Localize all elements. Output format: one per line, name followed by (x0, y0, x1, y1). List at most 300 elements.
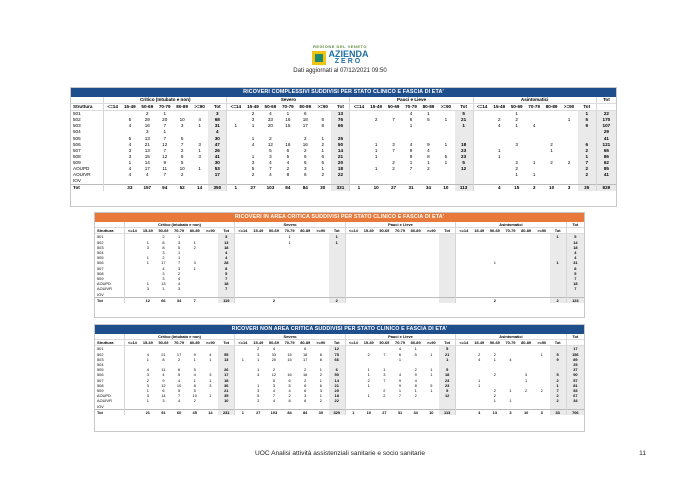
table-cell: 2 (193, 398, 196, 404)
column-header: <=14 (124, 340, 140, 346)
table-cell: 1 (235, 357, 251, 362)
table-cell: 12 (271, 372, 277, 378)
group-header: Asintomatici (456, 334, 566, 340)
total-cell: 706 (566, 409, 584, 415)
column-header-row (95, 228, 584, 234)
table-cell: 1 (444, 141, 448, 147)
table-cell: 18 (566, 281, 584, 286)
row-label: 506 (97, 260, 104, 266)
table-cell: 25 (331, 136, 350, 142)
table-cell: 9 (414, 372, 417, 378)
table-cell: 8 (319, 356, 322, 362)
table-cell: 10 (176, 382, 182, 388)
table-cell: 17 (302, 123, 308, 129)
table-cell: 2 (286, 166, 290, 172)
table-cell: 23 (455, 148, 474, 154)
table-cell: 3 (162, 270, 165, 276)
column-header: 15-49 (471, 228, 487, 234)
table-cell: 10 (218, 398, 235, 403)
table-cell: 2 (319, 372, 322, 378)
table-cell: 1 (374, 166, 378, 172)
column-header: <=14 (227, 104, 244, 111)
table-cell: 1 (493, 356, 496, 362)
table-cell: 5 (128, 135, 132, 141)
table-cell: 2 (321, 141, 325, 147)
table-cell: 5 (128, 117, 132, 123)
table-cell: 22 (596, 111, 616, 118)
table-cell: 41 (208, 154, 227, 160)
table-cell: 9 (398, 382, 402, 388)
table-cell: 9 (409, 153, 413, 159)
table-cell: 1 (319, 367, 322, 373)
logo (282, 44, 398, 74)
total-cell: 15 (508, 185, 525, 192)
table-cell: 3 (146, 372, 149, 378)
table-cell (262, 178, 279, 185)
table-cell (491, 178, 508, 185)
column-header: 70-79 (279, 104, 296, 111)
row-label: 504 (97, 250, 104, 256)
table-cell: 1 (257, 367, 260, 373)
table-cell: 8 (162, 356, 165, 362)
table-cell: 5 (218, 271, 235, 276)
table-cell: 1 (430, 351, 433, 357)
total-cell: 3 (525, 185, 542, 192)
total-cell: 27 (244, 185, 261, 192)
table-cell: 2 (180, 172, 184, 178)
group-header: Severo (235, 222, 345, 228)
table-cell: 3 (209, 382, 212, 388)
table-cell (420, 178, 437, 185)
table-cell: 2 (550, 141, 553, 147)
table-cell: 6 (304, 111, 307, 117)
column-header (596, 104, 616, 111)
table-cell: 18 (302, 117, 308, 123)
table-cell: 1 (209, 393, 212, 399)
column-header: >=90 (560, 104, 577, 111)
table-cell: 1 (409, 123, 413, 129)
table-cell: 13 (331, 111, 350, 118)
table-section-overall (70, 87, 617, 207)
table-cell: 4 (272, 388, 275, 394)
table-cell: 1 (193, 265, 196, 271)
table-cell: 1 (374, 147, 378, 153)
total-cell: 33 (121, 185, 138, 192)
column-header: 70-79 (503, 228, 519, 234)
table-cell: 8 (162, 239, 165, 245)
table-cell: 5 (193, 388, 196, 394)
total-cell (534, 297, 550, 303)
total-cell: 7 (187, 297, 203, 303)
table-cell: 1 (288, 234, 291, 240)
table-cell: 9 (427, 141, 430, 147)
table-cell (121, 178, 138, 185)
table-cell: 81 (566, 383, 584, 388)
table-cell: 1 (430, 367, 433, 373)
table-cell: 12 (267, 141, 273, 147)
table-cell (455, 178, 474, 185)
table-cell: 3 (515, 141, 518, 147)
table-cell: 2 (251, 172, 255, 178)
table-cell (543, 178, 560, 185)
table-cell: 12 (329, 346, 346, 352)
table-cell: 67 (566, 393, 584, 398)
table-cell: 9 (162, 377, 165, 383)
table-cell: 1 (439, 357, 456, 362)
table-cell: 6 (177, 367, 181, 373)
table-cell: 5 (257, 393, 260, 399)
table-cell: 18 (455, 142, 474, 148)
total-row (95, 409, 584, 415)
column-header: 70-79 (525, 104, 542, 111)
table-cell: 8 (180, 153, 184, 159)
total-label: Tot (95, 409, 124, 415)
row-label: 509 (97, 388, 104, 394)
table-cell: 21 (455, 117, 474, 123)
table-cell: 1 (321, 166, 325, 172)
table-row (71, 178, 616, 185)
table-cell: 1 (193, 377, 196, 383)
table-cell: 1 (515, 111, 518, 117)
row-label: AOUIVR (97, 398, 112, 404)
table-cell: 1 (493, 398, 496, 404)
table-cell: 2 (478, 351, 481, 357)
table-cell: 9 (163, 159, 166, 165)
table-cell: 4 (146, 351, 149, 357)
table-cell: 1 (286, 111, 290, 117)
table-cell: 3 (146, 129, 149, 135)
table-cell: 75 (329, 352, 346, 357)
table-cell: 2 (367, 377, 370, 383)
total-cell (297, 297, 313, 303)
table-cell: 15 (285, 123, 291, 129)
column-header: 15-49 (361, 340, 377, 346)
group-header-row (71, 97, 616, 104)
table-cell: 2 (515, 166, 518, 172)
table-cell: 1 (319, 393, 322, 399)
table-cell: 62 (596, 160, 616, 166)
table-cell: 4 (414, 377, 417, 383)
table-cell: 14 (331, 148, 350, 154)
table-section-non-critical-area (94, 324, 585, 432)
table-cell: 4 (208, 129, 227, 135)
table-cell: 1 (146, 398, 149, 404)
column-header: 15-49 (121, 104, 138, 111)
table-cell: 21 (144, 141, 150, 147)
group-header: Tot (566, 222, 584, 228)
column-header: 70-79 (392, 228, 408, 234)
table-row (71, 111, 616, 118)
azienda-zero-logo-icon (312, 51, 326, 65)
table-cell: 2 (540, 388, 543, 394)
row-label: 509 (73, 159, 81, 165)
column-header: <=14 (350, 104, 367, 111)
row-label: 502 (73, 117, 81, 123)
table-cell (508, 178, 525, 185)
table-cell: 7 (269, 166, 272, 172)
table-cell: 1 (578, 111, 597, 118)
table-cell: 3 (162, 398, 165, 404)
table-cell: 6 (319, 382, 322, 388)
table-cell: 4 (177, 377, 181, 383)
total-cell (473, 185, 490, 192)
column-header: 50-69 (385, 104, 402, 111)
column-header: 80-89 (297, 104, 314, 111)
table-cell: 4 (272, 398, 275, 404)
column-header: <=14 (345, 340, 361, 346)
table-cell: 2 (257, 398, 260, 404)
column-header: 15-49 (367, 104, 384, 111)
table-cell: 1 (515, 123, 518, 129)
column-header: 15-49 (250, 228, 266, 234)
table-cell: 4 (128, 166, 132, 172)
table-cell: 41 (596, 172, 616, 178)
table-cell: 1 (321, 135, 325, 141)
table-cell (297, 178, 314, 185)
row-label: 502 (97, 239, 104, 245)
table-cell (331, 178, 350, 185)
table-cell: 2 (180, 147, 184, 153)
table-cell: 1 (515, 172, 518, 178)
table-cell: 7 (550, 388, 567, 393)
total-label: Tot (95, 297, 124, 303)
table-cell: 121 (596, 142, 616, 148)
table-cell: 29 (596, 129, 616, 135)
table-cell: 4 (478, 356, 481, 362)
table-cell: 4 (497, 123, 501, 129)
table-cell: 8 (321, 123, 325, 129)
table-cell (156, 178, 173, 185)
column-header: Struttura (95, 340, 124, 346)
table-cell: 1 (329, 240, 346, 245)
column-header: >=90 (534, 228, 550, 234)
total-cell: 1 (345, 409, 361, 415)
table-cell: 2 (304, 377, 307, 383)
column-header: 80-89 (518, 228, 534, 234)
table-cell: 5 (272, 377, 275, 383)
table-cell: 1 (198, 166, 201, 172)
column-header: <=14 (235, 228, 251, 234)
total-cell (250, 297, 266, 303)
group-header-blank (71, 97, 104, 104)
data-table (71, 97, 616, 191)
table-cell: 1 (163, 111, 166, 117)
table-cell: 2 (414, 393, 417, 399)
table-cell: 2 (177, 356, 181, 362)
total-cell: 34 (408, 409, 424, 415)
page-number: 11 (639, 450, 646, 457)
table-cell (525, 111, 542, 118)
total-cell: 14 (203, 409, 219, 415)
column-header: 50-69 (487, 228, 503, 234)
column-header: Tot (439, 340, 456, 346)
table-cell: 4 (218, 255, 235, 260)
table-cell: 8 (218, 266, 235, 271)
column-header: 80-89 (408, 228, 424, 234)
table-cell: 4 (193, 372, 196, 378)
row-label: AOUPD (73, 166, 90, 172)
table-cell: 3 (177, 286, 181, 292)
table-cell: 5 (193, 367, 196, 373)
table-cell: 17 (161, 260, 166, 266)
total-cell: 34 (171, 297, 187, 303)
total-cell: 2 (550, 297, 567, 303)
table-cell: 1 (578, 154, 597, 160)
table-cell: 8 (427, 153, 430, 159)
table-cell (437, 178, 454, 185)
table-cell: 3 (525, 372, 528, 378)
table-title: RICOVERI IN AREA CRITICA SUDDIVISI PER STATO CLINICO E FASCIA DI ETA' (95, 213, 584, 222)
table-cell: 1 (550, 260, 567, 265)
column-header: <=14 (456, 228, 472, 234)
table-cell: 30 (208, 160, 227, 166)
column-header: 70-79 (171, 340, 187, 346)
table-cell: 2 (578, 166, 597, 172)
table-cell: 7 (383, 377, 386, 383)
table-cell (525, 178, 542, 185)
total-cell: 113 (439, 409, 456, 415)
table-cell: 5 (439, 346, 456, 352)
table-cell: 6 (288, 377, 291, 383)
table-title: RICOVERI NON AREA CRITICA SUDDIVISI PER STATO CLINICO E FASCIA DI ETA' (95, 325, 584, 334)
table-cell: 4 (177, 281, 181, 287)
table-cell: 2 (374, 117, 378, 123)
table-cell: 41 (596, 136, 616, 142)
table-cell: 4 (409, 111, 413, 117)
total-cell (235, 297, 251, 303)
table-cell: 4 (566, 255, 584, 260)
table-cell: 7 (163, 172, 166, 178)
table-cell: 1 (177, 234, 181, 240)
table-cell: 85 (596, 166, 616, 172)
table-cell: 66 (329, 357, 346, 362)
table-cell (385, 178, 402, 185)
table-cell: 66 (331, 123, 350, 129)
total-cell: 10 (423, 409, 439, 415)
table-cell: 7 (398, 393, 402, 399)
table-cell: 3 (269, 153, 272, 159)
total-cell: 14 (191, 185, 208, 192)
group-header: Severo (235, 334, 345, 340)
table-cell (367, 111, 384, 118)
total-cell: 119 (218, 297, 235, 303)
row-label: 506 (73, 141, 81, 147)
table-cell: 5 (566, 271, 584, 276)
table-cell: 1 (550, 383, 567, 388)
table-cell: 1 (532, 172, 536, 178)
total-cell: 31 (392, 409, 408, 415)
table-cell: 1 (367, 382, 370, 388)
column-header: >=90 (313, 228, 329, 234)
table-cell: 2 (383, 393, 386, 399)
column-header: Tot (329, 228, 346, 234)
table-cell: 1 (414, 346, 417, 352)
table-cell (473, 178, 490, 185)
table-cell: 9 (550, 357, 567, 362)
table-cell: 4 (146, 367, 149, 373)
table-cell: 3 (128, 147, 132, 153)
column-header: 50-69 (262, 104, 279, 111)
column-header: 50-69 (156, 340, 172, 346)
row-label: 504 (97, 362, 104, 368)
row-label: 508 (97, 382, 104, 388)
table-cell: 15 (287, 351, 292, 357)
total-cell: 33 (550, 409, 567, 415)
table-cell: 3 (208, 111, 227, 118)
column-header: Tot (208, 104, 227, 111)
table-cell: 21 (439, 352, 456, 357)
table-cell: 4 (198, 117, 201, 123)
table-cell: 14 (566, 240, 584, 245)
total-cell (203, 297, 219, 303)
total-cell (124, 409, 140, 415)
table-cell: 170 (596, 117, 616, 123)
table-cell: 1 (146, 356, 149, 362)
row-label: 508 (73, 153, 81, 159)
table-cell: 2 (146, 111, 149, 117)
table-cell: 23 (439, 383, 456, 388)
table-cell: 1 (251, 123, 255, 129)
table-cell: 16 (144, 123, 150, 129)
table-cell: 4 (257, 372, 260, 378)
table-cell: 1 (177, 250, 181, 256)
table-cell: 14 (144, 159, 150, 165)
column-header: 50-69 (377, 340, 393, 346)
table-cell: 5 (455, 111, 474, 118)
group-header: Asintomatici (473, 97, 596, 104)
table-cell: 1 (414, 388, 417, 394)
table-cell: 6 (286, 147, 290, 153)
column-header-row (95, 340, 584, 346)
table-cell (473, 111, 490, 118)
table-cell: 3 (162, 276, 165, 282)
table-cell: 8 (288, 398, 291, 404)
table-cell: 1 (146, 239, 149, 245)
total-cell: 10 (367, 185, 384, 192)
total-cell: 13 (487, 409, 503, 415)
row-label: 506 (97, 372, 104, 378)
table-cell: 4 (409, 141, 413, 147)
total-cell (471, 297, 487, 303)
total-cell: 113 (455, 185, 474, 192)
table-cell: 17 (176, 351, 182, 357)
table-cell: 2 (515, 117, 518, 123)
column-header: >=90 (437, 104, 454, 111)
total-cell (423, 297, 439, 303)
table-cell (104, 111, 121, 118)
column-header: 50-69 (156, 228, 172, 234)
table-cell: 9 (398, 377, 402, 383)
table-cell (227, 111, 244, 118)
footer-text: UOC Analisi attività assistenziali sanitarie e socio sanitarie (254, 450, 426, 457)
table-cell: 18 (566, 245, 584, 250)
table-cell: 7 (272, 393, 275, 399)
table-cell: 4 (177, 276, 181, 282)
group-header: Pauci e Lieve (350, 97, 473, 104)
column-header: 70-79 (503, 340, 519, 346)
total-cell: 231 (218, 409, 235, 415)
total-cell (408, 297, 424, 303)
total-cell: 30 (314, 185, 331, 192)
row-label: 501 (97, 234, 104, 240)
total-cell (345, 297, 361, 303)
brand-row (282, 50, 398, 65)
table-cell: 23 (455, 154, 474, 160)
row-label: IOV (97, 291, 104, 297)
table-cell: 5 (177, 388, 181, 394)
table-cell: 13 (161, 281, 166, 287)
table-cell: 17 (566, 346, 584, 352)
